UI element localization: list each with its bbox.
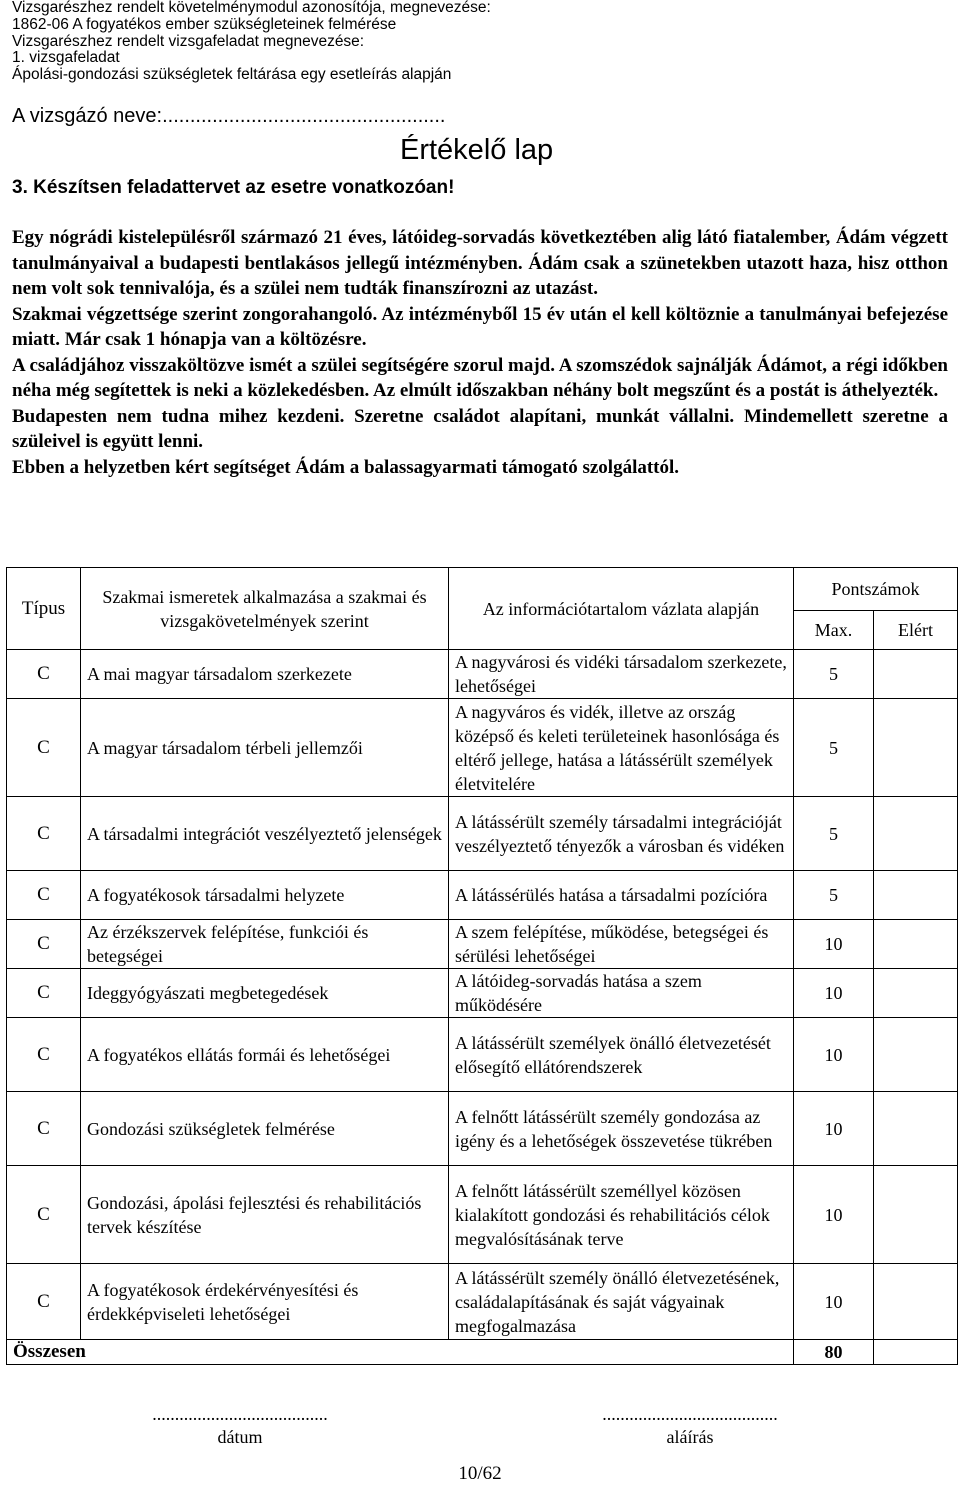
header-line: 1. vizsgafeladat (12, 49, 120, 67)
row-outline: A látássérült személyek önálló életvezetését elősegítő ellátórendszerek (449, 1018, 794, 1092)
row-max: 10 (794, 969, 874, 1018)
date-block (90, 1403, 390, 1449)
row-achieved[interactable] (874, 797, 958, 871)
row-knowledge: Az érzékszervek felépítése, funkciói és betegségei (81, 920, 449, 969)
task-heading: 3. Készítsen feladattervet az esetre vonatkozóan! (12, 177, 455, 198)
case-paragraph: Egy nógrádi kistelepülésről származó 21 éves, látóideg-sorvadás következtében alig látó fiatalember, Ádám végzett tanulmányaival a budapesti bentlakásos jellegű intézményben. Ádám csak a szünetekben utazott haza, hisz otthon nem volt sok tennivalója, és a szülei nem tudták finanszírozni az utazást. (12, 227, 948, 299)
row-type: C (7, 1166, 81, 1264)
case-paragraph: Ebben a helyzetben kért segítséget Ádám a balassagyarmati támogató szolgálattól. (12, 456, 680, 478)
total-label: Összesen (7, 1340, 794, 1365)
row-max: 10 (794, 920, 874, 969)
header-line: Ápolási-gondozási szükségletek feltárása egy esetleírás alapján (12, 66, 452, 84)
header-achieved: Elért (874, 611, 958, 650)
date-line: ....................................... (152, 1404, 328, 1424)
header-line: Vizsgarészhez rendelt követelménymodul azonosítója, megnevezése: (12, 0, 491, 16)
row-type: C (7, 797, 81, 871)
row-max: 10 (794, 1166, 874, 1264)
row-max: 10 (794, 1092, 874, 1166)
table-row (7, 871, 958, 920)
case-paragraph: A családjához visszaköltözve ismét a szülei segítségére szorul majd. A szomszédok sajnálják Ádámot, a régi időkben néha még segítettek is neki a közlekedésben. Az elmúlt időszakban néhány bolt megszűnt és a postát is áthelyezték. (12, 354, 948, 401)
row-knowledge: A társadalmi integrációt veszélyeztető jelenségek (81, 797, 449, 871)
row-outline: A látássérülés hatása a társadalmi pozícióra (449, 871, 794, 920)
row-max: 5 (794, 871, 874, 920)
page-number: 10/62 (458, 1463, 502, 1484)
row-knowledge: Gondozási, ápolási fejlesztési és rehabilitációs tervek készítése (81, 1166, 449, 1264)
row-type: C (7, 1092, 81, 1166)
row-knowledge: Gondozási szükségletek felmérése (81, 1092, 449, 1166)
signature-label: aláírás (666, 1427, 714, 1447)
signature-block (540, 1403, 840, 1449)
row-outline: A nagyváros és vidék, illetve az ország középső és keleti területeinek hasonlósága és eltérő jellege, hatása a látássérült személyek életvitelére (449, 699, 794, 797)
row-type: C (7, 1264, 81, 1340)
document-header (12, 0, 952, 84)
row-max: 10 (794, 1264, 874, 1340)
total-max: 80 (794, 1340, 874, 1365)
table-row (7, 1018, 958, 1092)
row-outline: A látássérült személy társadalmi integrációját veszélyeztető tényezők a városban és vidéken (449, 797, 794, 871)
row-type: C (7, 871, 81, 920)
row-max: 5 (794, 650, 874, 699)
table-row (7, 650, 958, 699)
table-row (7, 1092, 958, 1166)
header-points: Pontszámok (794, 568, 958, 611)
row-achieved[interactable] (874, 969, 958, 1018)
row-achieved[interactable] (874, 699, 958, 797)
header-line: Vizsgarészhez rendelt vizsgafeladat megnevezése: (12, 32, 365, 50)
row-knowledge: A magyar társadalom térbeli jellemzői (81, 699, 449, 797)
total-achieved[interactable] (874, 1340, 958, 1365)
row-type: C (7, 920, 81, 969)
signature-line: ....................................... (602, 1404, 778, 1424)
row-achieved[interactable] (874, 1166, 958, 1264)
date-label: dátum (217, 1427, 263, 1447)
row-outline: A felnőtt látássérült személlyel közösen kialakított gondozási és rehabilitációs célok megvalósításának terve (449, 1166, 794, 1264)
row-outline: A látóideg-sorvadás hatása a szem működésére (449, 969, 794, 1018)
row-achieved[interactable] (874, 650, 958, 699)
row-knowledge: Ideggyógyászati megbetegedések (81, 969, 449, 1018)
row-knowledge: A fogyatékos ellátás formái és lehetőségei (81, 1018, 449, 1092)
row-achieved[interactable] (874, 871, 958, 920)
header-type: Típus (7, 568, 81, 650)
row-achieved[interactable] (874, 920, 958, 969)
row-achieved[interactable] (874, 1092, 958, 1166)
row-outline: A nagyvárosi és vidéki társadalom szerkezete, lehetőségei (449, 650, 794, 699)
header-knowledge: Szakmai ismeretek alkalmazása a szakmai és vizsgakövetelmények szerint (81, 568, 449, 650)
row-achieved[interactable] (874, 1264, 958, 1340)
table-row (7, 969, 958, 1018)
candidate-name-field: A vizsgázó neve:................................................... (12, 105, 446, 127)
row-type: C (7, 699, 81, 797)
row-type: C (7, 969, 81, 1018)
row-knowledge: A fogyatékosok érdekérvényesítési és érdekképviseleti lehetőségei (81, 1264, 449, 1340)
table-row (7, 699, 958, 797)
row-type: C (7, 1018, 81, 1092)
row-outline: A felnőtt látássérült személy gondozása az igény és a lehetőségek összevetése tükrében (449, 1092, 794, 1166)
row-outline: A látássérült személy önálló életvezetésének, családalapításának és saját vágyainak megfogalmazása (449, 1264, 794, 1340)
row-outline: A szem felépítése, működése, betegségei és sérülési lehetőségei (449, 920, 794, 969)
table-row (7, 1264, 958, 1340)
total-row (7, 1340, 958, 1365)
header-max: Max. (794, 611, 874, 650)
row-type: C (7, 650, 81, 699)
page-title: Értékelő lap (400, 134, 554, 166)
case-description (12, 225, 948, 480)
case-paragraph: Szakmai végzettsége szerint zongorahangoló. Az intézményből 15 év után el kell költöznie a tanulmányai befejezése miatt. Már csak 1 hónapja van a költözésre. (12, 303, 948, 350)
table-row (7, 1166, 958, 1264)
row-max: 5 (794, 797, 874, 871)
table-row (7, 920, 958, 969)
row-knowledge: A fogyatékosok társadalmi helyzete (81, 871, 449, 920)
row-achieved[interactable] (874, 1018, 958, 1092)
row-max: 5 (794, 699, 874, 797)
table-row (7, 797, 958, 871)
case-paragraph: Budapesten nem tudna mihez kezdeni. Szeretne családot alapítani, munkát vállalni. Mindemellett szeretne a szüleivel is együtt lenni. (12, 405, 948, 452)
evaluation-table (6, 567, 958, 1365)
row-max: 10 (794, 1018, 874, 1092)
row-knowledge: A mai magyar társadalom szerkezete (81, 650, 449, 699)
header-outline: Az információtartalom vázlata alapján (449, 568, 794, 650)
header-line: 1862-06 A fogyatékos ember szükségleteinek felmérése (12, 15, 397, 33)
